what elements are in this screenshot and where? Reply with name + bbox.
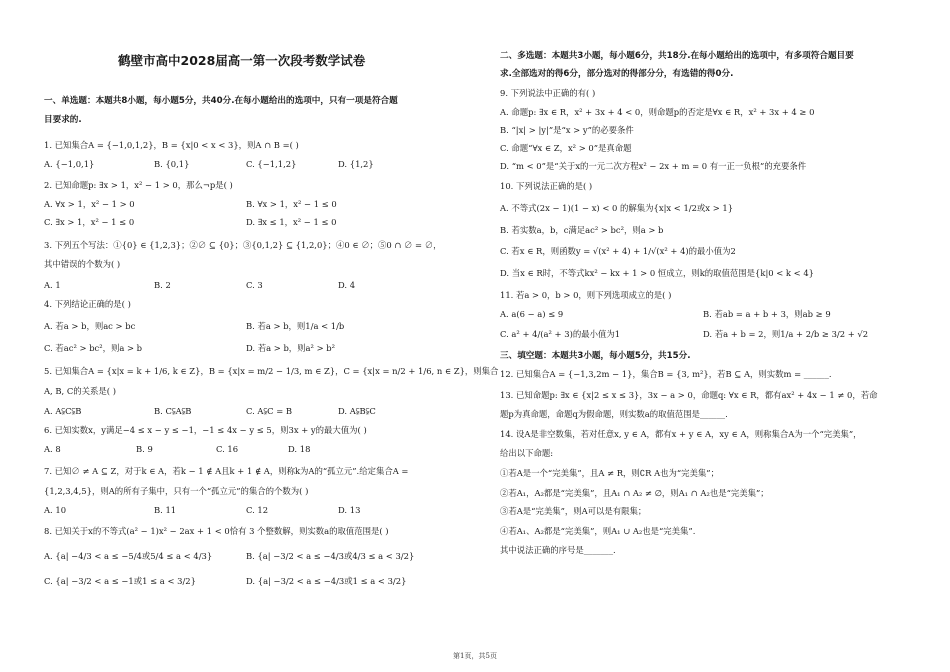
q2-option-a: A. ∀x > 1，x² − 1 > 0 <box>44 199 135 209</box>
q8-option-b: B. {a| −3/2 < a ≤ −4/3或4/3 ≤ a < 3/2} <box>246 551 415 561</box>
section-multi-choice-heading-cont: 求.全部选对的得6分，部分选对的得部分分，有选错的得0分. <box>500 69 734 79</box>
question-13: 13. 已知命题p: ∃x ∈ {x|2 ≤ x ≤ 3}，3x − a > 0，命题q: ∀x ∈ R，都有ax² + 4x − 1 ≠ 0，若命 <box>500 390 878 400</box>
question-11-stem: 11. 若a > 0，b > 0，则下列选项成立的是( ) <box>500 290 672 300</box>
q14-statement-4: ④若A₁、A₂都是“完美集”，则A₁ ∪ A₂也是“完美集”. <box>500 526 696 536</box>
question-7-stem: 7. 已知∅ ≠ A ⊆ Z，对于k ∈ A，若k − 1 ∉ A且k + 1 ∉ A，则称k为A的“孤立元”.给定集合A = <box>44 466 409 476</box>
q4-option-b: B. 若a > b，则1/a < 1/b <box>246 321 345 331</box>
q14-answer-line: 其中说法正确的序号是_______. <box>500 545 616 555</box>
q5-option-c: C. A⫋C = B <box>246 406 293 416</box>
q4-option-c: C. 若ac² > bc²，则a > b <box>44 343 143 353</box>
q10-option-d: D. 当x ∈ R时，不等式kx² − kx + 1 > 0 恒成立，则k的取值范围是{k|0 < k < 4} <box>500 268 815 278</box>
q8-option-d: D. {a| −3/2 < a ≤ −4/3或1 ≤ a < 3/2} <box>246 576 407 586</box>
q6-option-c: C. 16 <box>216 444 239 454</box>
section-fill-in-heading: 三、填空题：本题共3小题，每小题5分，共15分. <box>500 351 691 361</box>
q10-option-a: A. 不等式(2x − 1)(1 − x) < 0 的解集为{x|x < 1/2或x > 1} <box>500 203 734 213</box>
page-footer: 第1页，共5页 <box>453 652 497 660</box>
q8-option-c: C. {a| −3/2 < a ≤ −1或1 ≤ a < 3/2} <box>44 576 196 586</box>
q11-option-c: C. a² + 4/(a² + 3)的最小值为1 <box>500 329 621 339</box>
q9-option-a: A. 命题p: ∃x ∈ R，x² + 3x + 4 < 0，则命题p的否定是∀x ∈ R，x² + 3x + 4 ≥ 0 <box>500 107 815 117</box>
question-12: 12. 已知集合A = {−1,3,2m − 1}，集合B = {3, m²}，若B ⊆ A，则实数m = ______. <box>500 369 832 379</box>
q1-option-d: D. {1,2} <box>338 159 374 169</box>
q3-option-d: D. 4 <box>338 280 356 290</box>
section-single-choice-heading-cont: 目要求的. <box>44 115 82 125</box>
q6-option-a: A. 8 <box>44 444 61 454</box>
q3-option-c: C. 3 <box>246 280 263 290</box>
q1-option-b: B. {0,1} <box>154 159 190 169</box>
q3-option-a: A. 1 <box>44 280 61 290</box>
question-3-stem: 3. 下列五个写法：①{0} ∈ {1,2,3}；②∅ ⊆ {0}；③{0,1,2} ⊆ {1,2,0}；④0 ∈ ∅；⑤0 ∩ ∅ = ∅， <box>44 240 442 250</box>
q11-option-b: B. 若ab = a + b + 3，则ab ≥ 9 <box>703 309 831 319</box>
q1-option-c: C. {−1,1,2} <box>246 159 297 169</box>
q5-option-a: A. A⫋C⫋B <box>44 406 82 416</box>
q2-option-d: D. ∃x ≤ 1，x² − 1 ≤ 0 <box>246 217 337 227</box>
question-4-stem: 4. 下列结论正确的是( ) <box>44 299 131 309</box>
question-13-cont: 题p为真命题，命题q为假命题，则实数a的取值范围是______. <box>500 409 728 419</box>
question-14: 14. 设A是非空数集，若对任意x, y ∈ A，都有x + y ∈ A，xy ∈ A，则称集合A为一个“完美集”， <box>500 429 862 439</box>
q14-statement-3: ③若A是“完美集”，则A可以是有限集； <box>500 506 647 516</box>
section-single-choice-heading: 一、单选题：本题共8小题，每小题5分，共40分.在每小题给出的选项中，只有一项是符合题 <box>44 96 398 106</box>
q8-option-a: A. {a| −4/3 < a ≤ −5/4或5/4 ≤ a < 4/3} <box>44 551 213 561</box>
q9-option-d: D. “m < 0”是“关于x的一元二次方程x² − 2x + m = 0 有一正一负根”的充要条件 <box>500 161 807 171</box>
q4-option-d: D. 若a > b，则a² > b² <box>246 343 335 353</box>
q5-option-d: D. A⫋B⫋C <box>338 406 376 416</box>
question-14-cont: 给出以下命题: <box>500 448 554 458</box>
section-multi-choice-heading: 二、多选题：本题共3小题，每小题6分，共18分.在每小题给出的选项中，有多项符合题目要 <box>500 51 854 61</box>
question-10-stem: 10. 下列说法正确的是( ) <box>500 181 593 191</box>
question-7-stem-cont: {1,2,3,4,5}，则A的所有子集中，只有一个“孤立元”的集合的个数为( ) <box>44 486 309 496</box>
q9-option-c: C. 命题“∀x ∈ Z，x² > 0”是真命题 <box>500 143 632 153</box>
q1-option-a: A. {−1,0,1} <box>44 159 95 169</box>
q5-option-b: B. C⫋A⫋B <box>154 406 192 416</box>
question-9-stem: 9. 下列说法中正确的有( ) <box>500 88 596 98</box>
q7-option-b: B. 11 <box>154 505 177 515</box>
question-8-stem: 8. 已知关于x的不等式(a² − 1)x² − 2ax + 1 < 0恰有 3 个整数解，则实数a的取值范围是( ) <box>44 526 389 536</box>
question-6-stem: 6. 已知实数x，y满足−4 ≤ x − y ≤ −1，−1 ≤ 4x − y ≤ 5，则3x + y的最大值为( ) <box>44 425 367 435</box>
question-5-stem: 5. 已知集合A = {x|x = k + 1/6, k ∈ Z}，B = {x|x = m/2 − 1/3, m ∈ Z}，C = {x|x = n/2 + 1/6, n ∈ Z}，则集合 <box>44 366 499 376</box>
q6-option-b: B. 9 <box>136 444 153 454</box>
q2-option-c: C. ∃x > 1，x² − 1 ≤ 0 <box>44 217 135 227</box>
q6-option-d: D. 18 <box>288 444 311 454</box>
exam-title: 鹤壁市高中2028届高一第一次段考数学试卷 <box>118 53 366 68</box>
q2-option-b: B. ∀x > 1，x² − 1 ≤ 0 <box>246 199 337 209</box>
question-5-stem-cont: A, B, C的关系是( ) <box>44 386 116 396</box>
q10-option-c: C. 若x ∈ R，则函数y = √(x² + 4) + 1/√(x² + 4)的最小值为2 <box>500 246 736 256</box>
q7-option-a: A. 10 <box>44 505 67 515</box>
q11-option-d: D. 若a + b = 2，则1/a + 2/b ≥ 3/2 + √2 <box>703 329 869 339</box>
q9-option-b: B. “|x| > |y|”是“x > y”的必要条件 <box>500 125 634 135</box>
q14-statement-2: ②若A₁，A₂都是“完美集”，且A₁ ∩ A₂ ≠ ∅，则A₁ ∩ A₂也是“完美集”； <box>500 488 769 498</box>
q3-option-b: B. 2 <box>154 280 171 290</box>
question-1-stem: 1. 已知集合A = {−1,0,1,2}，B = {x|0 < x < 3}，则A ∩ B =( ) <box>44 140 299 150</box>
q7-option-d: D. 13 <box>338 505 361 515</box>
q7-option-c: C. 12 <box>246 505 269 515</box>
q14-statement-1: ①若A是一个“完美集”，且A ≠ R，则∁R A也为“完美集”； <box>500 468 719 478</box>
q11-option-a: A. a(6 − a) ≤ 9 <box>500 309 564 319</box>
q4-option-a: A. 若a > b，则ac > bc <box>44 321 136 331</box>
q10-option-b: B. 若实数a，b，c满足ac² > bc²，则a > b <box>500 225 664 235</box>
question-3-stem-cont: 其中错误的个数为( ) <box>44 259 121 269</box>
question-2-stem: 2. 已知命题p: ∃x > 1，x² − 1 > 0，那么¬p是( ) <box>44 180 233 190</box>
